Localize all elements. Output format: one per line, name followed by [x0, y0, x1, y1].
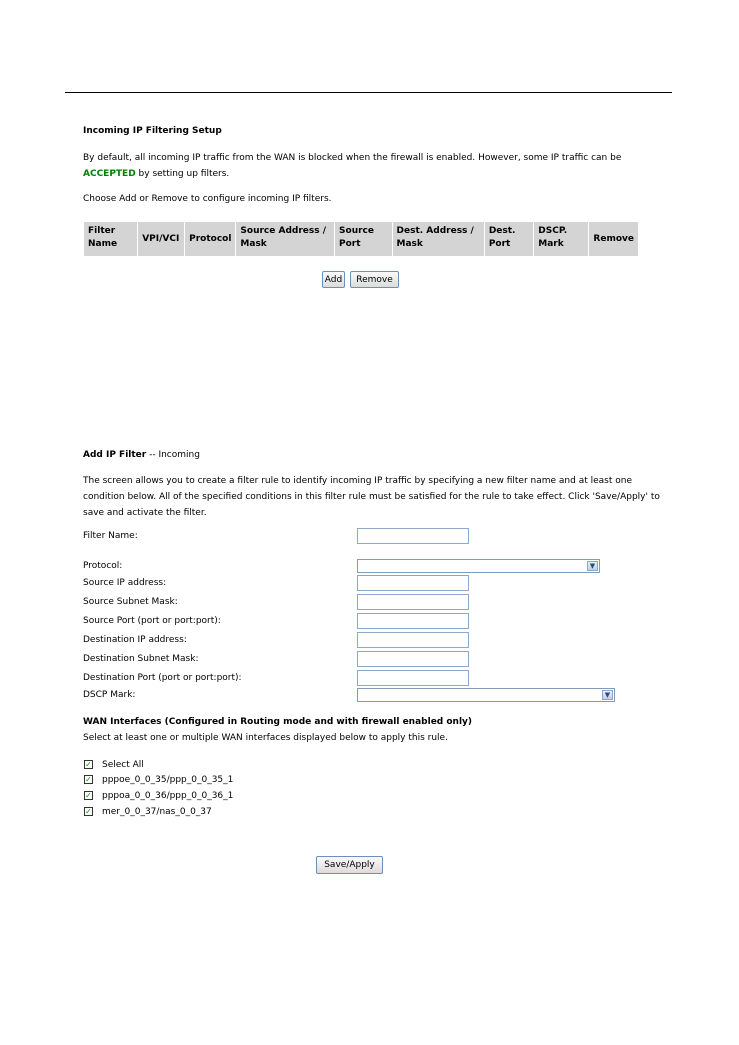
source-ip-label: Source IP address: — [83, 578, 167, 588]
col-protocol: Protocol — [185, 222, 236, 257]
add-filter-heading — [83, 450, 200, 460]
chevron-down-icon[interactable]: ▼ — [602, 690, 613, 700]
dscp-label: DSCP Mark: — [83, 690, 136, 700]
incoming-desc-part1: By default, all incoming IP traffic from the WAN is blocked when the firewall is enabled. However, some IP traffic can be — [83, 153, 622, 163]
accepted-keyword: ACCEPTED — [83, 169, 136, 179]
filter-name-input[interactable] — [357, 528, 469, 544]
source-mask-label: Source Subnet Mask: — [83, 597, 178, 607]
wan-interface-label: pppoe_0_0_35/ppp_0_0_35_1 — [102, 775, 234, 785]
add-filter-title-suffix: -- Incoming — [146, 450, 200, 460]
wan-interface-label: mer_0_0_37/nas_0_0_37 — [102, 807, 212, 817]
col-dscp-mark: DSCP. Mark — [534, 222, 589, 257]
source-ip-input[interactable] — [357, 575, 469, 591]
incoming-instructions: Choose Add or Remove to configure incoming IP filters. — [83, 194, 332, 204]
source-port-input[interactable] — [357, 613, 469, 629]
protocol-select[interactable] — [357, 559, 600, 573]
wan-interface-checkbox[interactable] — [84, 775, 93, 784]
source-mask-input[interactable] — [357, 594, 469, 610]
incoming-desc-part2: by setting up filters. — [135, 169, 230, 179]
filter-name-label: Filter Name: — [83, 531, 138, 541]
dest-ip-input[interactable] — [357, 632, 469, 648]
col-dest-port: Dest. Port — [484, 222, 533, 257]
checkmark-icon: ✓ — [85, 760, 92, 769]
add-filter-desc-line1: The screen allows you to create a filter rule to identify incoming IP traffic by specifying a new filter name and at least one — [83, 476, 632, 486]
dscp-select[interactable] — [357, 688, 615, 702]
dest-mask-input[interactable] — [357, 651, 469, 667]
header-divider — [65, 92, 672, 93]
dest-port-label: Destination Port (port or port:port): — [83, 673, 242, 683]
dest-port-input[interactable] — [357, 670, 469, 686]
col-dest-address: Dest. Address / Mask — [392, 222, 484, 257]
select-all-label: Select All — [102, 760, 144, 770]
wan-interface-checkbox[interactable] — [84, 791, 93, 800]
protocol-label: Protocol: — [83, 561, 123, 571]
add-filter-description — [83, 473, 683, 521]
select-all-checkbox[interactable] — [84, 760, 93, 769]
col-source-port: Source Port — [335, 222, 392, 257]
col-filter-name: Filter Name — [84, 222, 138, 257]
wan-interface-label: pppoa_0_0_36/ppp_0_0_36_1 — [102, 791, 234, 801]
dest-mask-label: Destination Subnet Mask: — [83, 654, 199, 664]
wan-interface-checkbox[interactable] — [84, 807, 93, 816]
checkmark-icon: ✓ — [85, 775, 92, 784]
add-filter-title: Add IP Filter — [83, 450, 147, 460]
save-apply-button[interactable]: Save/Apply — [316, 856, 383, 874]
chevron-down-icon[interactable]: ▼ — [587, 561, 598, 571]
incoming-filter-table — [83, 221, 639, 257]
incoming-description — [83, 150, 683, 182]
add-filter-desc-line2: condition below. All of the specified conditions in this filter rule must be satisfied for the rule to take effect. Click 'Save/Apply' to — [83, 492, 660, 502]
remove-button[interactable]: Remove — [350, 271, 399, 288]
wan-section-title: WAN Interfaces (Configured in Routing mode and with firewall enabled only) — [83, 717, 473, 727]
source-port-label: Source Port (port or port:port): — [83, 616, 221, 626]
incoming-section-title: Incoming IP Filtering Setup — [83, 126, 222, 136]
table-header-row — [84, 222, 639, 257]
col-vpi-vci: VPI/VCI — [138, 222, 185, 257]
add-button[interactable]: Add — [322, 271, 345, 288]
add-filter-desc-line3: save and activate the filter. — [83, 508, 207, 518]
col-remove: Remove — [589, 222, 639, 257]
col-source-address: Source Address / Mask — [236, 222, 335, 257]
checkmark-icon: ✓ — [85, 791, 92, 800]
dest-ip-label: Destination IP address: — [83, 635, 187, 645]
checkmark-icon: ✓ — [85, 807, 92, 816]
wan-description: Select at least one or multiple WAN interfaces displayed below to apply this rule. — [83, 733, 448, 743]
